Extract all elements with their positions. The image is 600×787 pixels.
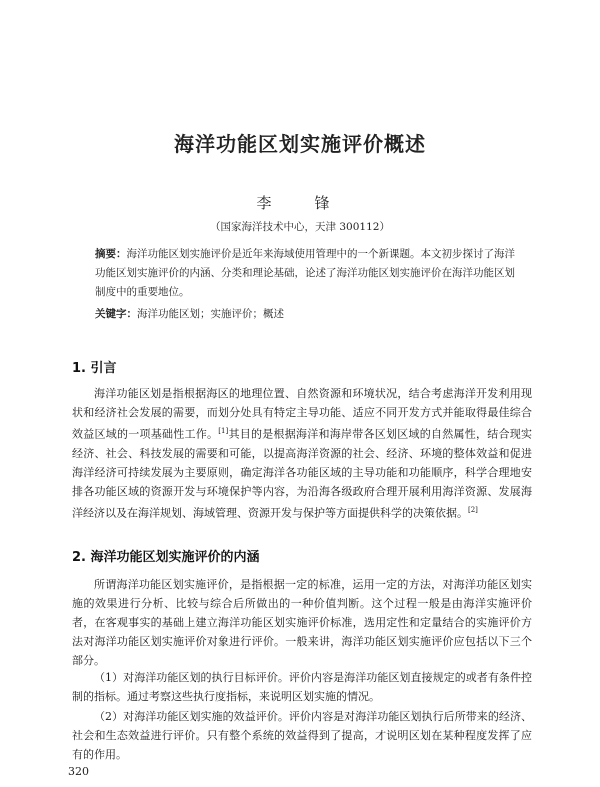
page-number: 320: [68, 765, 89, 778]
abstract-label: 摘要：: [95, 248, 127, 260]
section-2-paragraph-2: （1）对海洋功能区划的执行目标评价。评价内容是海洋功能区划直接规定的或者有条件控制的指标。通过考察这些执行度指标，来说明区划实施的情况。: [72, 671, 532, 703]
section-1-heading: 1. 引言: [72, 361, 117, 376]
section-2-paragraph-3: （2）对海洋功能区划实施的效益评价。评价内容是对海洋功能区划执行后所带来的经济、社会和生态效益进行评价。只有整个系统的效益得到了提高，才说明区划在某种程度发挥了应有的作用。: [72, 710, 532, 761]
keywords: [95, 305, 515, 324]
section-2-heading: 2. 海洋功能区划实施评价的内涵: [72, 550, 260, 565]
keywords-label: 关键字：: [95, 308, 137, 320]
author-affiliation: （国家海洋技术中心，天津 300112）: [210, 221, 390, 233]
abstract-text: 海洋功能区划实施评价是近年来海域使用管理中的一个新课题。本文初步探讨了海洋功能区划实施评价的内涵、分类和理论基础，论述了海洋功能区划实施评价在海洋功能区划制度中的重要地位。: [95, 248, 515, 298]
abstract: [95, 245, 515, 302]
citation-1: [1]: [218, 427, 229, 435]
section-1-text-a: 海洋功能区划是指根据海区的地理位置、自然资源和环境状况，结合考虑海洋开发利用现状和经济社会发展的需要，而划分处具有特定主导功能、适应不同开发方式并能取得最佳综合效益区域的一项基础性工作。: [72, 387, 532, 441]
keywords-text: 海洋功能区划；实施评价；概述: [137, 308, 284, 320]
section-2-paragraph-1: 所谓海洋功能区划实施评价，是指根据一定的标准，运用一定的方法，对海洋功能区划实施的效果进行分析、比较与综合后所做出的一种价值判断。这个过程一般是由海洋实施评价者，在客观事实的基础上建立海洋功能区划实施评价标准，选用定性和定量结合的实施评价方法对海洋功能区划实施评价对象进行评价。一般来讲，海洋功能区划实施评价应包括以下三个部分。: [72, 578, 532, 667]
section-1-paragraph: [72, 384, 532, 522]
author-name: 李 锋: [256, 194, 344, 212]
paper-title: 海洋功能区划实施评价概述: [174, 132, 426, 156]
citation-2: [2]: [468, 505, 478, 514]
section-1-text-b: 其目的是根据海洋和海岸带各区划区域的自然属性，结合现实经济、社会、科技发展的需要和可能，以提高海洋资源的社会、经济、环境的整体效益和促进海洋经济可持续发展为主要原则，确定海洋各功能区域的主导功能和功能顺序，科学合理地安排各功能区域的资源开发与环境保护等内容，为沿海各级政府合理开展利用海洋资源、发展海洋经济以及在海洋规划、海域管理、资源开发与保护等方面提供科学的决策依据。: [72, 427, 533, 520]
